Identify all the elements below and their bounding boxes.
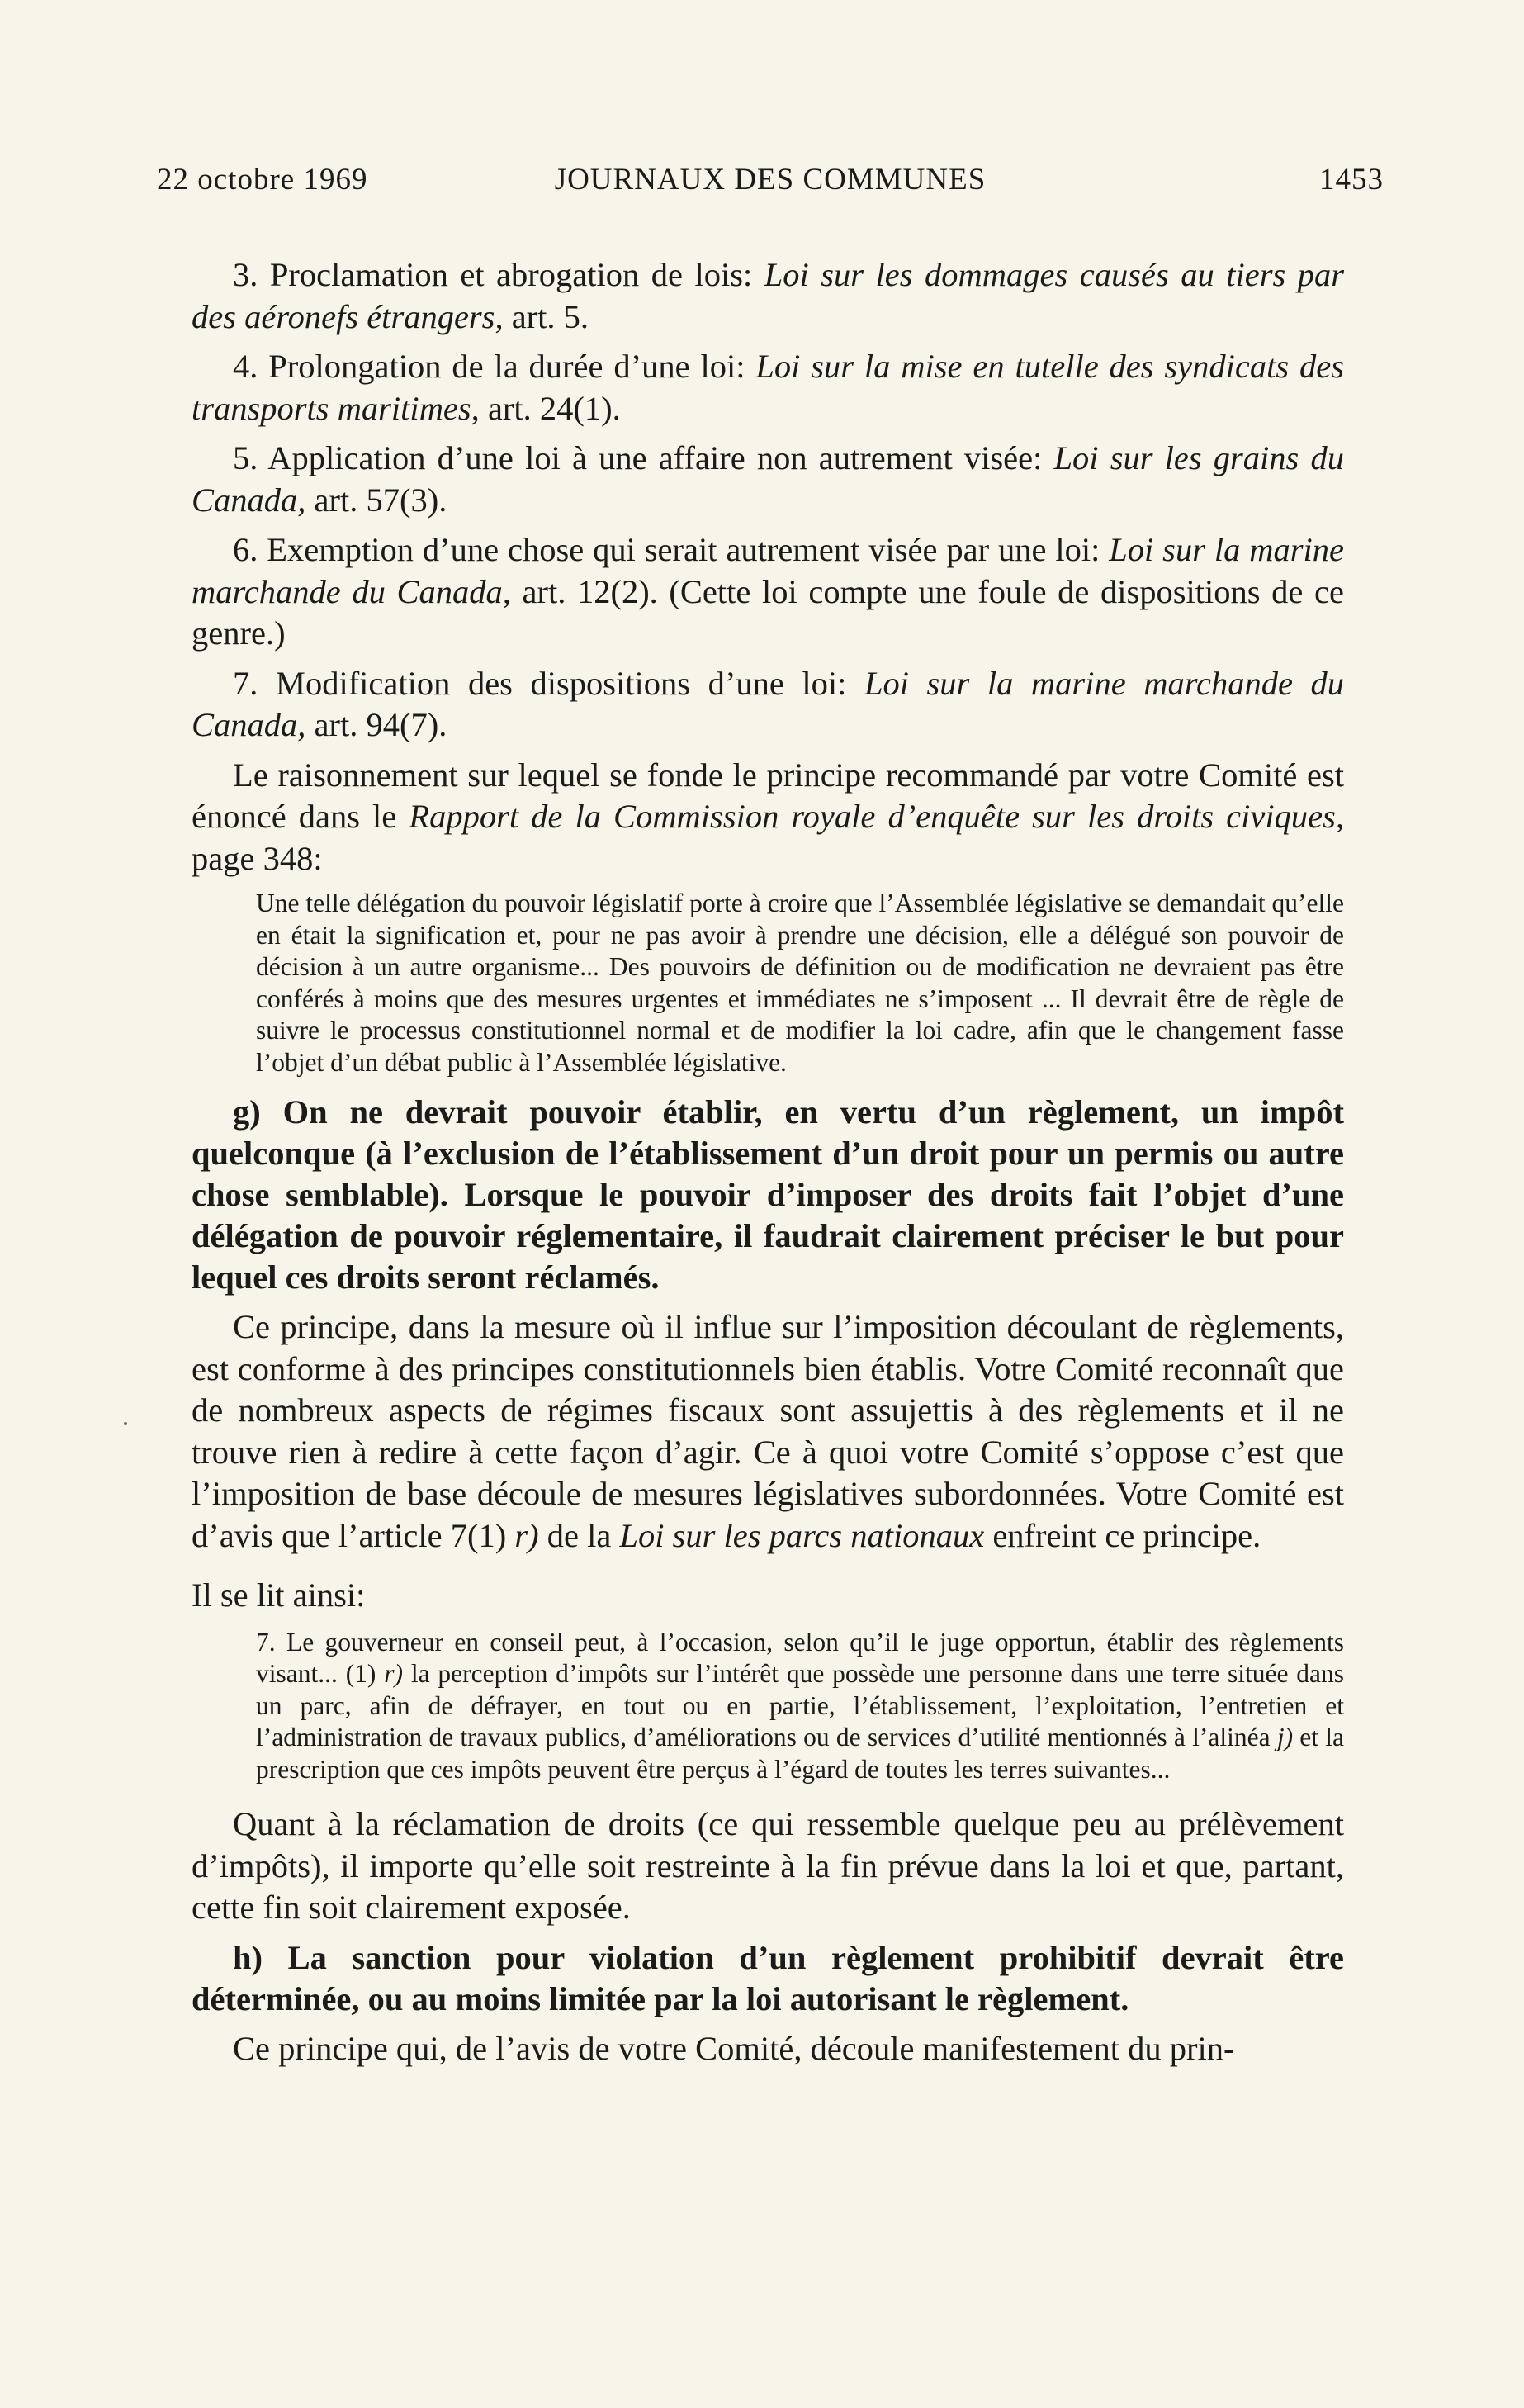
principle-h: h) La sanction pour violation d’un règlement prohibitif devrait être déterminée, ou au moins limitée par la loi autorisant le règlement. — [192, 1938, 1344, 2017]
reasoning-paragraph: Le raisonnement sur lequel se fonde le principe recommandé par votre Comité est énoncé dans le Rapport de la Commission royale d’enquête sur les droits civiques, page 348: — [192, 756, 1344, 877]
list-item-5: 5. Application d’une loi à une affaire non autrement visée: Loi sur les grains du Canada, art. 57(3). — [192, 439, 1344, 519]
quote-article-7: 7. Le gouverneur en conseil peut, à l’occasion, selon qu’il le juge opportun, établir des règlements visant... (1) r) la perception d’impôts sur l’intérêt que possède une personne dans une terre située dans un parc, afin de défrayer, en tout ou en partie, l’établissement, l’exploitation, l’entretien et l’administration de travaux publics, d’améliorations ou de services d’utilité mentionnés à l’alinéa j) et la prescription que ces impôts peuvent être perçus à l’égard de toutes les terres suivantes... — [256, 1627, 1345, 1784]
paragraph-principle-g: Ce principe, dans la mesure où il influe sur l’imposition découlant de règlements, est conforme à des principes constitutionnels bien établis. Votre Comité reconnaît que de nombreux aspects de régimes fiscaux sont assujettis à des règlements et il ne trouve rien à redire à cette façon d’agir. Ce à quoi votre Comité s’oppose c’est que l’imposition de base découle de mesures législatives subordonnées. Votre Comité est d’avis que l’article 7(1) r) de la Loi sur les parcs nationaux enfreint ce principe. — [192, 1308, 1344, 1554]
list-item-7: 7. Modification des dispositions d’une loi: Loi sur la marine marchande du Canada, art. 94(7). — [192, 664, 1344, 743]
quote-commission-report: Une telle délégation du pouvoir législatif porte à croire que l’Assemblée législative se demandait qu’elle en était la signification et, pour ne pas avoir à prendre une décision, elle a délégué son pouvoir de décision à un autre organisme... Des pouvoirs de définition ou de modification ne devraient pas être conférés à moins que des mesures urgentes et immédiates ne s’imposent ... Il devrait être de règle de suivre le processus constitutionnel normal et de modifier la loi cadre, afin que le changement fasse l’objet d’un débat public à l’Assemblée législative. — [256, 889, 1344, 1077]
list-item-3: 3. Proclamation et abrogation de lois: Loi sur les dommages causés au tiers par des aéronefs étrangers, art. 5. — [192, 256, 1344, 335]
paragraph-claim: Quant à la réclamation de droits (ce qui ressemble quelque peu au prélèvement d’impôts), il importe qu’elle soit restreinte à la fin prévue dans la loi et que, partant, cette fin soit clairement exposée. — [192, 1805, 1344, 1926]
page-header — [157, 162, 1384, 211]
principle-g: g) On ne devrait pouvoir établir, en vertu d’un règlement, un impôt quelconque (à l’exclusion de l’établissement d’un droit pour un permis ou autre chose semblable). Lorsque le pouvoir d’imposer des droits fait l’objet d’une délégation de pouvoir réglementaire, il faudrait clairement préciser le but pour lequel ces droits seront réclamés. — [192, 1093, 1344, 1296]
header-date: 22 octobre 1969 — [157, 163, 368, 197]
list-item-4: 4. Prolongation de la durée d’une loi: Loi sur la mise en tutelle des syndicats des transports maritimes, art. 24(1). — [192, 348, 1344, 427]
il-se-lit: Il se lit ainsi: — [192, 1576, 366, 1614]
margin-mark — [124, 1422, 127, 1425]
document-body — [192, 254, 1344, 2074]
list-item-6: 6. Exemption d’une chose qui serait autrement visée par une loi: Loi sur la marine marchande du Canada, art. 12(2). (Cette loi compte une foule de dispositions de ce genre.) — [192, 531, 1344, 652]
header-page-number: 1453 — [1319, 163, 1384, 197]
paragraph-principle-h: Ce principe qui, de l’avis de votre Comité, découle manifestement du prin- — [233, 2029, 1235, 2067]
header-title: JOURNAUX DES COMMUNES — [554, 163, 987, 197]
